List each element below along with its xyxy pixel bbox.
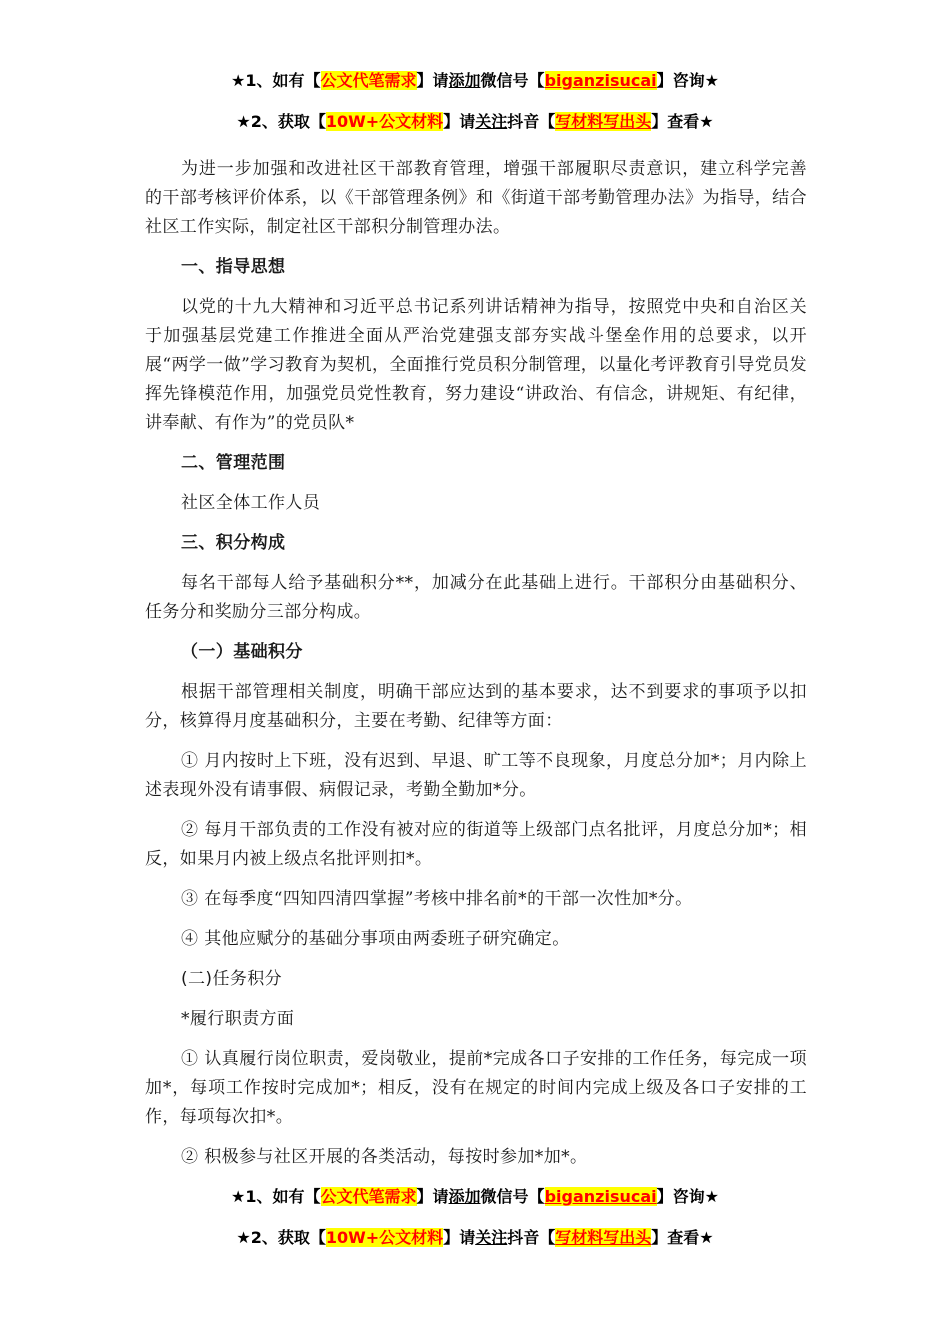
wechat-id: biganzisucai (544, 1187, 657, 1206)
document-body (145, 155, 807, 1183)
promo-banner-top-2: ★2、获取【10W+公文材料】请关注抖音【写材料写出头】查看★ (236, 112, 714, 131)
section-heading-2: 二、管理范围 (181, 453, 286, 473)
list-item: ④ 其他应赋分的基础分事项由两委班子研究确定。 (181, 929, 570, 949)
wechat-id: biganzisucai (544, 71, 657, 90)
list-item: ① 认真履行岗位职责，爱岗敬业，提前*完成各口子安排的工作任务，每完成一项加*，每项工作按时完成加*；相反，没有在规定的时间内完成上级及各口子安排的工作，每项每次扣*。 (145, 1049, 807, 1127)
subsection-heading-basic: （一）基础积分 (181, 642, 303, 662)
promo-banner-bottom-1: ★1、如有【公文代笔需求】请添加微信号【biganzisucai】咨询★ (231, 1187, 719, 1206)
intro-paragraph: 为进一步加强和改进社区干部教育管理，增强干部履职尽责意识，建立科学完善的干部考核评价体系，以《干部管理条例》和《街道干部考勤管理办法》为指导，结合社区工作实际，制定社区干部积分制管理办法。 (145, 159, 807, 237)
list-item: ② 每月干部负责的工作没有被对应的街道等上级部门点名批评，月度总分加*；相反，如果月内被上级点名批评则扣*。 (145, 820, 807, 869)
star-icon: ★ (231, 1187, 246, 1206)
douyin-id: 写材料写出头 (555, 112, 652, 131)
section-heading-3: 三、积分构成 (181, 533, 286, 553)
star-icon: ★ (231, 71, 246, 90)
list-item: ③ 在每季度“四知四清四掌握”考核中排名前*的干部一次性加*分。 (181, 889, 693, 909)
highlight-text: 公文代笔需求 (320, 71, 417, 90)
highlight-text: 公文代笔需求 (320, 1187, 417, 1206)
section-heading-1: 一、指导思想 (181, 257, 286, 277)
list-item: ① 月内按时上下班，没有迟到、早退、旷工等不良现象，月度总分加*；月内除上述表现外没有请事假、病假记录，考勤全勤加*分。 (145, 751, 807, 800)
subsection-heading-task: (二)任务积分 (181, 969, 283, 989)
star-icon: ★ (236, 112, 251, 131)
highlight-text: 10W+公文材料 (325, 1228, 444, 1247)
paragraph: 根据干部管理相关制度，明确干部应达到的基本要求，达不到要求的事项予以扣分，核算得月度基础积分，主要在考勤、纪律等方面： (145, 682, 807, 731)
paragraph: *履行职责方面 (181, 1009, 295, 1029)
paragraph: 每名干部每人给予基础积分**，加减分在此基础上进行。干部积分由基础积分、任务分和奖励分三部分构成。 (145, 573, 807, 622)
promo-banner-bottom-2: ★2、获取【10W+公文材料】请关注抖音【写材料写出头】查看★ (236, 1228, 714, 1247)
highlight-text: 10W+公文材料 (325, 112, 444, 131)
paragraph: 社区全体工作人员 (181, 493, 321, 513)
paragraph: 以党的十九大精神和习近平总书记系列讲话精神为指导，按照党中央和自治区关于加强基层党建工作推进全面从严治党建强支部夯实战斗堡垒作用的总要求，以开展“两学一做”学习教育为契机，全面推行党员积分制管理，以量化考评教育引导党员发挥先锋模范作用，加强党员党性教育，努力建设“讲政治、有信念，讲规矩、有纪律，讲奉献、有作为”的党员队* (145, 297, 807, 433)
star-icon: ★ (236, 1228, 251, 1247)
list-item: ② 积极参与社区开展的各类活动，每按时参加*加*。 (181, 1147, 588, 1167)
promo-banner-top-1: ★1、如有【公文代笔需求】请添加微信号【biganzisucai】咨询★ (231, 71, 719, 90)
douyin-id: 写材料写出头 (555, 1228, 652, 1247)
